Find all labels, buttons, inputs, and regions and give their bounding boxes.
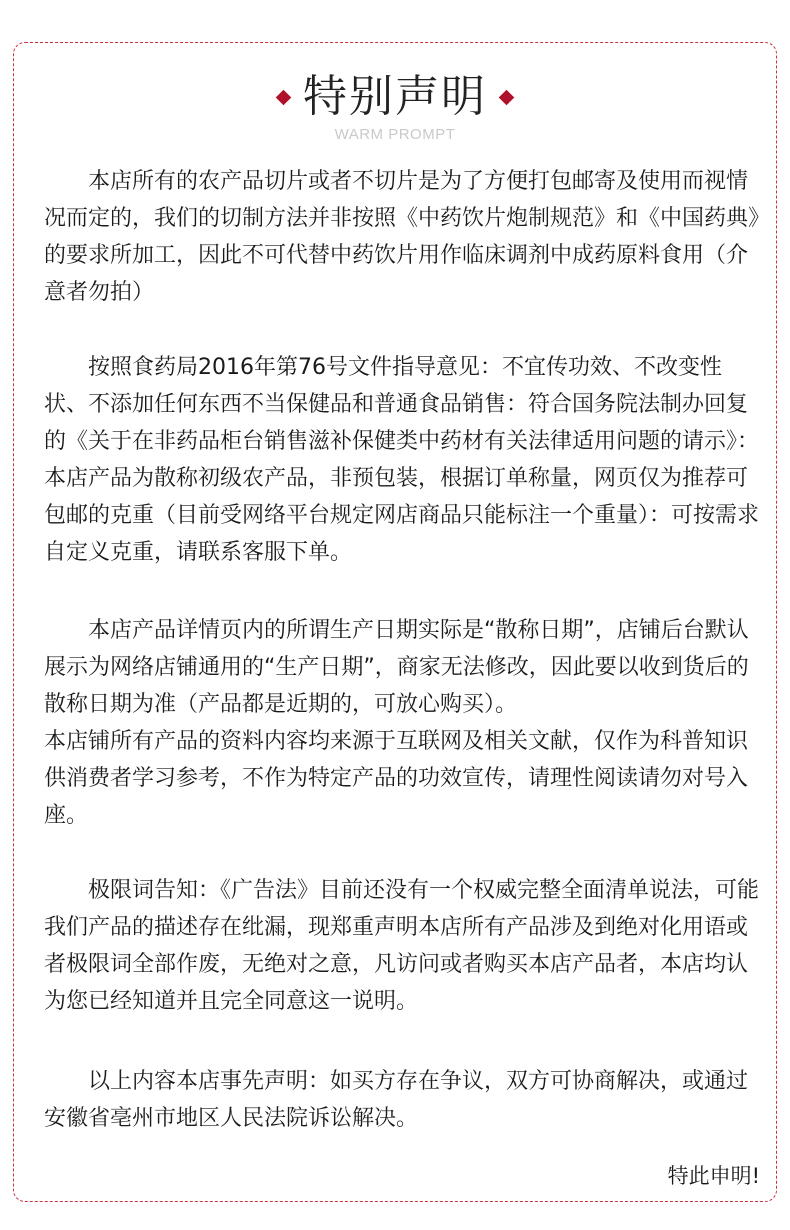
paragraph-1: 本店所有的农产品切片或者不切片是为了方便打包邮寄及使用而视情况而定的，我们的切制方法并非按照《中药饮片炮制规范》和《中国药典》的要求所加工，因此不可代替中药饮片用作临床调剂中成药原料食用（介意者勿拍） [44, 169, 760, 305]
right-diamond-icon [499, 89, 515, 105]
paragraph-block-1 [44, 163, 759, 311]
paragraph-6: 以上内容本店事先声明：如买方存在争议，双方可协商解决，或通过安徽省亳州市地区人民法院诉讼解决。 [44, 1069, 749, 1131]
paragraph-block-4 [44, 872, 759, 1020]
paragraph-2: 按照食药局2016年第76号文件指导意见：不宜传功效、不改变性状、不添加任何东西不当保健品和普通食品销售：符合国务院法制办回复的《关于在非药品柜台销售滋补保健类中药材有关法律适用问题的请示》：本店产品为散称初级农产品，非预包装，根据订单称量，网页仅为推荐可包邮的克重（目前受网络平台规定网店商品只能标注一个重量）：可按需求自定义克重，请联系客服下单。 [44, 355, 760, 565]
paragraph-block-5 [44, 1063, 759, 1137]
paragraph-block-3 [44, 612, 759, 834]
closing-statement: 特此申明! [667, 1164, 760, 1188]
paragraph-3: 本店产品详情页内的所谓生产日期实际是“散称日期”，店铺后台默认展示为网络店铺通用的“生产日期”，商家无法修改，因此要以收到货后的散称日期为准（产品都是近期的，可放心购买）。 [44, 618, 749, 717]
page-subtitle: WARM PROMPT [334, 126, 456, 143]
paragraph-5: 极限词告知：《广告法》目前还没有一个权威完整全面清单说法，可能我们产品的描述存在纰漏，现郑重声明本店所有产品涉及到绝对化用语或者极限词全部作废，无绝对之意，凡访问或者购买本店产品者，本店均认为您已经知道并且完全同意这一说明。 [44, 878, 760, 1014]
title-row [0, 68, 790, 126]
page-title: 特别声明 [303, 71, 487, 122]
paragraph-block-2 [44, 349, 759, 571]
left-diamond-icon [276, 89, 292, 105]
paragraph-4: 本店铺所有产品的资料内容均来源于互联网及相关文献，仅作为科普知识供消费者学习参考，不作为特定产品的功效宣传，请理性阅读请勿对号入座。 [44, 729, 749, 828]
